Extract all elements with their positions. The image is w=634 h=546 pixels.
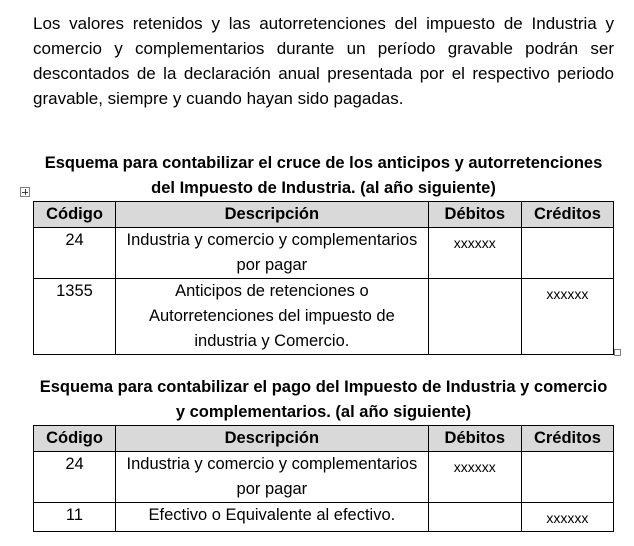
- description-cell: Industria y comercio y complementarios por pagar: [115, 452, 428, 503]
- column-header-debits: Débitos: [428, 426, 521, 452]
- accounting-table-2: [33, 425, 614, 532]
- column-header-credits: Créditos: [521, 202, 613, 228]
- credit-value: xxxxxx: [546, 510, 589, 526]
- credit-cell: [521, 452, 613, 503]
- section-1-heading: Esquema para contabilizar el cruce de los anticipos y autorretenciones del Impuesto de Industria. (al año siguiente): [44, 154, 603, 197]
- table-row: [34, 503, 614, 532]
- column-header-credits: Créditos: [521, 426, 613, 452]
- code-cell: 1355: [34, 279, 116, 355]
- debit-value: xxxxxx: [453, 459, 496, 475]
- column-header-description: Descripción: [115, 426, 428, 452]
- description-cell: Efectivo o Equivalente al efectivo.: [115, 503, 428, 532]
- code-cell: 11: [34, 503, 116, 532]
- code-cell: 24: [34, 228, 116, 279]
- description-cell: Anticipos de retenciones o Autorretenciones del impuesto de industria y Comercio.: [115, 279, 428, 355]
- credit-cell: [521, 503, 613, 532]
- code-cell: 24: [34, 452, 116, 503]
- table-header-row: [34, 202, 614, 228]
- description-cell: Industria y comercio y complementarios por pagar: [115, 228, 428, 279]
- column-header-code: Código: [34, 426, 116, 452]
- column-header-code: Código: [34, 202, 116, 228]
- table-row: [34, 279, 614, 355]
- debit-cell: [428, 452, 521, 503]
- section-2-heading: Esquema para contabilizar el pago del Impuesto de Industria y comercio y complementarios. (al año siguiente): [39, 378, 608, 421]
- table-row: [34, 228, 614, 279]
- credit-cell: [521, 279, 613, 355]
- debit-value: xxxxxx: [453, 235, 496, 251]
- debit-cell: [428, 279, 521, 355]
- intro-paragraph: Los valores retenidos y las autorretenciones del impuesto de Industria y comercio y complementarios durante un período gravable podrán ser descontados de la declaración anual presentada por el respectivo periodo gravable, siempre y cuando hayan sido pagadas.: [33, 14, 614, 108]
- column-header-debits: Débitos: [428, 202, 521, 228]
- column-header-description: Descripción: [115, 202, 428, 228]
- table-move-handle-icon[interactable]: [20, 187, 30, 197]
- debit-cell: [428, 503, 521, 532]
- table-resize-handle-icon[interactable]: [614, 349, 621, 356]
- accounting-table-1: [33, 201, 614, 355]
- debit-cell: [428, 228, 521, 279]
- table-header-row: [34, 426, 614, 452]
- credit-cell: [521, 228, 613, 279]
- table-row: [34, 452, 614, 503]
- credit-value: xxxxxx: [546, 286, 589, 302]
